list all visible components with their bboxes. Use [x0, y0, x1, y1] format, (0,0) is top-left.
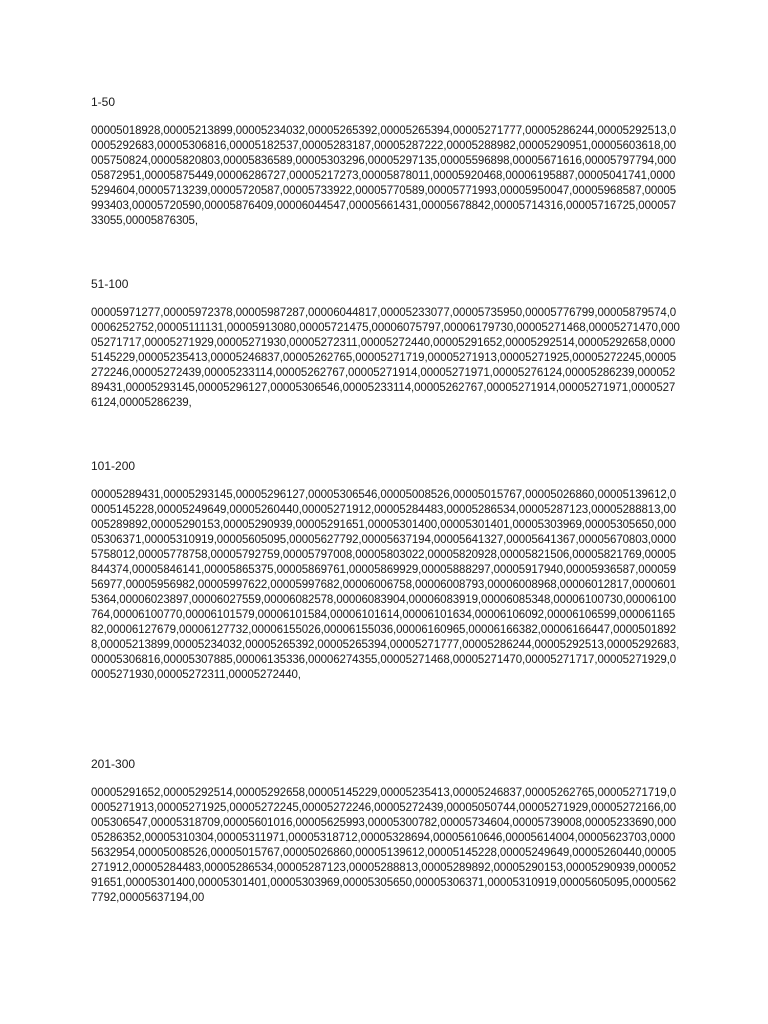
section-heading: 51-100 [91, 277, 129, 291]
id-list: 00005289431,00005293145,00005296127,00005306546,00005008526,00005015767,00005026860,00005139612,00005145228,00005249649,00005260440,00005271912,00005284483,00005286534,00005287123,00005288813,00005289892,00005290153,00005290939,00005291651,00005301400,00005301401,00005303969,00005305650,00005306371,00005310919,00005605095,00005627792,00005637194,00005641327,00005641367,00005670803,00005758012,00005778758,00005792759,00005797008,00005803022,00005820928,00005821506,00005821769,00005844374,00005846141,00005865375,00005869761,00005869929,00005888297,00005917940,00005936587,00005956977,00005956982,00005997622,00005997682,00006006758,00006008793,00006008968,00006012817,00006015364,00006023897,00006027559,00006082578,00006083904,00006083919,00006085348,00006100730,00006100764,00006100770,00006101579,00006101584,00006101614,00006101634,00006106092,00006106599,00006116582,00006127679,00006127732,00006155026,00006155036,00006160965,00006166382,00006166447,00005018928,00005213899,00005234032,00005265392,00005265394,00005271777,00005286244,00005292513,00005292683,00005306816,00005307885,00006135336,00006274355,00005271468,00005271470,00005271717,00005271929,00005271930,00005272311,00005272440, [91, 489, 680, 681]
id-list: 00005018928,00005213899,00005234032,00005265392,00005265394,00005271777,00005286244,00005292513,00005292683,00005306816,00005182537,00005283187,00005287222,00005288982,00005290951,00005603618,00005750824,00005820803,00005836589,00005303296,00005297135,00005596898,00005671616,00005797794,00005872951,00005875449,00006286727,00005217273,00005878011,00005920468,00006195887,00005041741,00005294604,00005713239,00005720587,00005733922,00005770589,00005771993,00005950047,00005968587,00005993403,00005720590,00005876409,00006044547,00005661431,00005678842,00005714316,00005716725,00005733055,00005876305, [91, 125, 677, 227]
section-1-50 [91, 94, 681, 229]
section-heading: 201-300 [91, 757, 136, 771]
section-51-100 [91, 276, 681, 411]
id-list: 00005971277,00005972378,00005987287,00006044817,00005233077,00005735950,00005776799,00005879574,00006252752,00005111131,00005913080,00005721475,00006075797,00006179730,00005271468,00005271470,00005271717,00005271929,00005271930,00005272311,00005272440,00005291652,00005292514,00005292658,00005145229,00005235413,00005246837,00005262765,00005271719,00005271913,00005271925,00005272245,00005272246,00005272439,00005233114,00005262767,00005271914,00005271971,00005276124,00005286239,00005289431,00005293145,00005296127,00005306546,00005233114,00005262767,00005271914,00005271971,00005276124,00005286239, [91, 307, 680, 409]
section-heading: 1-50 [91, 95, 116, 109]
section-101-200 [91, 458, 681, 683]
section-heading: 101-200 [91, 459, 136, 473]
id-list: 00005291652,00005292514,00005292658,00005145229,00005235413,00005246837,00005262765,00005271719,00005271913,00005271925,00005272245,00005272246,00005272439,00005050744,00005271929,00005272166,00005306547,00005318709,00005601016,00005625993,00005300782,00005734604,00005739008,00005233690,00005286352,00005310304,00005311971,00005318712,00005328694,00005610646,00005614004,00005623703,00005632954,00005008526,00005015767,00005026860,00005139612,00005145228,00005249649,00005260440,00005271912,00005284483,00005286534,00005287123,00005288813,00005289892,00005290153,00005290939,00005291651,00005301400,00005301401,00005303969,00005305650,00005306371,00005310919,00005605095,00005627792,00005637194,00 [91, 787, 677, 904]
section-201-300 [91, 756, 681, 906]
